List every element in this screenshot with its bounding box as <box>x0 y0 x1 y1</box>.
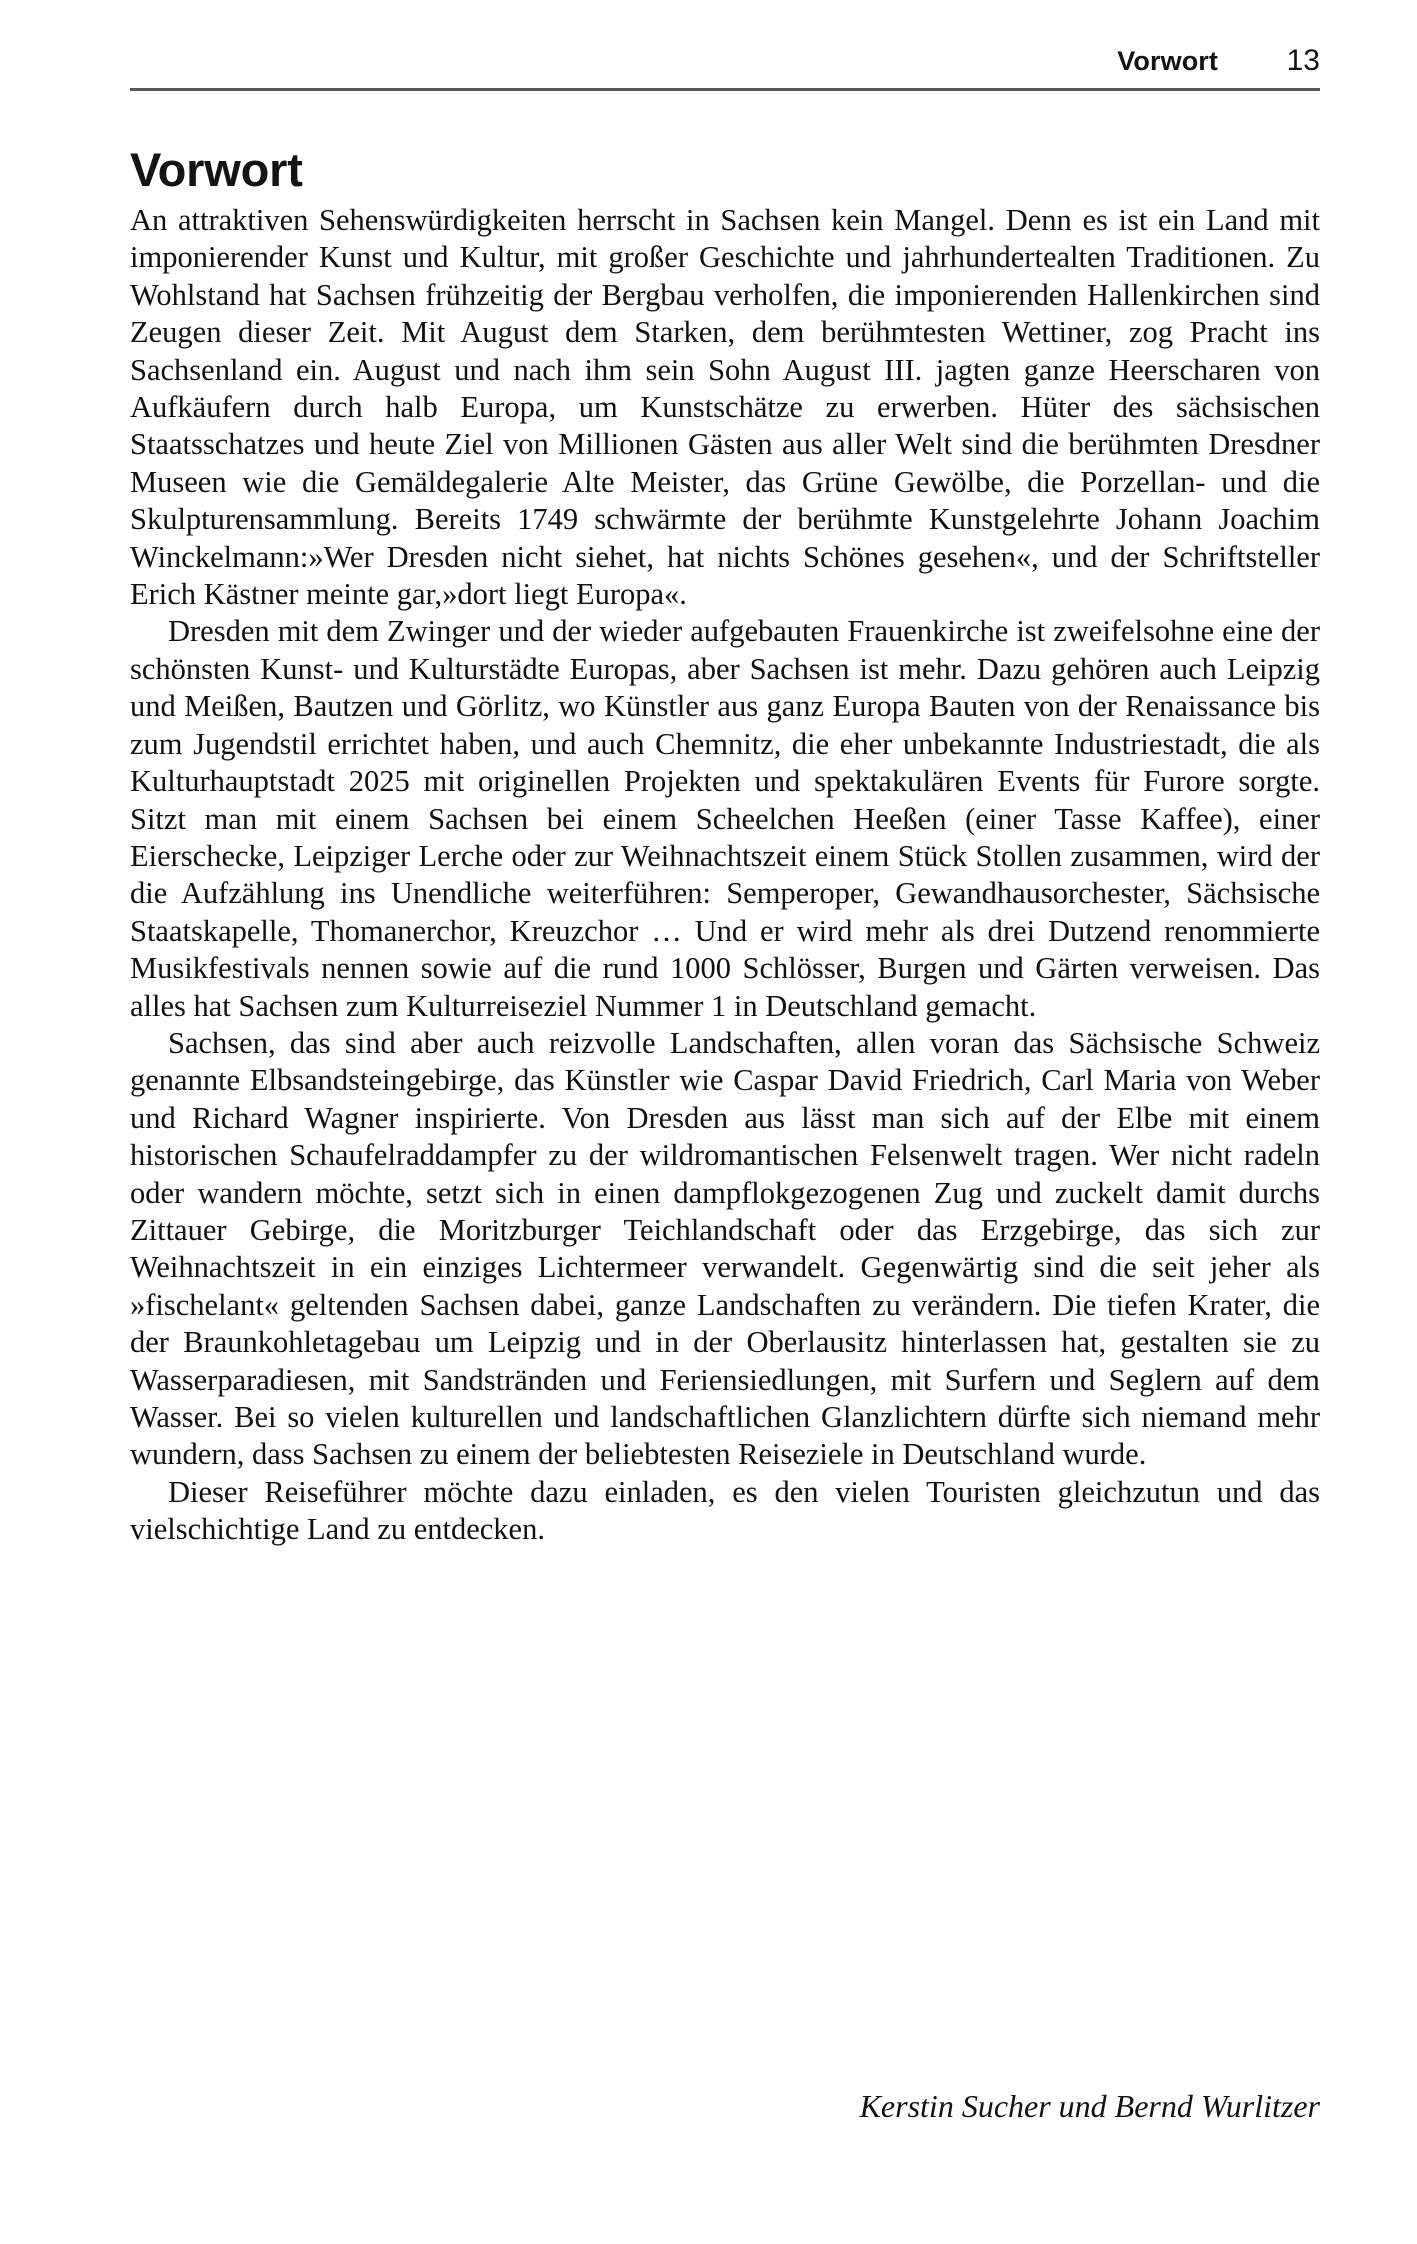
page-title: Vorwort <box>130 143 303 197</box>
running-header <box>130 44 1320 88</box>
running-header-page-number: 13 <box>1286 44 1320 77</box>
paragraph-3: Sachsen, das sind aber auch reizvolle Landschaften, allen voran das Sächsische Schweiz genannte Elbsandsteingebirge, das Künstler wie Caspar David Friedrich, Carl Maria von Weber und Richard Wagner inspirierte. Von Dresden aus lässt man sich auf der Elbe mit einem historischen Schaufelraddampfer zu der wildromantischen Felsenwelt tragen. Wer nicht radeln oder wandern möchte, setzt sich in einen dampflokgezogenen Zug und zuckelt damit durchs Zittauer Gebirge, die Moritzburger Teichlandschaft oder das Erzgebirge, das sich zur Weihnachtszeit in ein einziges Lichtermeer verwandelt. Gegenwärtig sind die seit jeher als »fischelant« geltenden Sachsen dabei, ganze Landschaften zu verändern. Die tiefen Krater, die der Braunkohletagebau um Leipzig und in der Oberlausitz hinterlassen hat, gestalten sie zu Wasserparadiesen, mit Sandstränden und Feriensiedlungen, mit Surfern und Seglern auf dem Wasser. Bei so vielen kulturellen und landschaftlichen Glanzlichtern dürfte sich niemand mehr wundern, dass Sachsen zu einem der beliebtesten Reiseziele in Deutschland wurde. <box>130 1025 1320 1472</box>
author-signature: Kerstin Sucher und Bernd Wurlitzer <box>859 2088 1320 2124</box>
header-divider-rule <box>130 88 1320 91</box>
running-header-title: Vorwort <box>1117 46 1218 76</box>
paragraph-4: Dieser Reiseführer möchte dazu einladen, es den vielen Touristen gleichzutun und das vielschichtige Land zu entdecken. <box>130 1474 1320 1547</box>
paragraph-2: Dresden mit dem Zwinger und der wieder aufgebauten Frauenkirche ist zweifelsohne eine der schönsten Kunst- und Kulturstädte Europas, aber Sachsen ist mehr. Dazu gehören auch Leipzig und Meißen, Bautzen und Görlitz, wo Künstler aus ganz Europa Bauten von der Renaissance bis zum Jugendstil errichtet haben, und auch Chemnitz, die eher unbekannte Industriestadt, die als Kulturhauptstadt 2025 mit originellen Projekten und spektakulären Events für Furore sorgte. Sitzt man mit einem Sachsen bei einem Scheelchen Heeßen (einer Tasse Kaffee), einer Eierschecke, Leipziger Lerche oder zur Weihnachtszeit einem Stück Stollen zusammen, wird der die Aufzählung ins Unendliche weiterführen: Semperoper, Gewandhausorchester, Sächsische Staatskapelle, Thomanerchor, Kreuzchor … Und er wird mehr als drei Dutzend renommierte Musikfestivals nennen sowie auf die rund 1000 Schlösser, Burgen und Gärten verweisen. Das alles hat Sachsen zum Kulturreiseziel Nummer 1 in Deutschland gemacht. <box>130 614 1320 1023</box>
paragraph-1: An attraktiven Sehenswürdigkeiten herrscht in Sachsen kein Mangel. Denn es ist ein Land mit imponierender Kunst und Kultur, mit großer Geschichte und jahrhundertealten Traditionen. Zu Wohlstand hat Sachsen frühzeitig der Bergbau verholfen, die imponierenden Hallenkirchen sind Zeugen dieser Zeit. Mit August dem Starken, dem berühmtesten Wettiner, zog Pracht ins Sachsenland ein. August und nach ihm sein Sohn August III. jagten ganze Heerscharen von Aufkäufern durch halb Europa, um Kunstschätze zu erwerben. Hüter des sächsischen Staatsschatzes und heute Ziel von Millionen Gästen aus aller Welt sind die berühmten Dresdner Museen wie die Gemäldegalerie Alte Meister, das Grüne Gewölbe, die Porzellan- und die Skulpturensammlung. Bereits 1749 schwärmte der berühmte Kunstgelehrte Johann Joachim Winckelmann:»Wer Dresden nicht siehet, hat nichts Schönes gesehen«, und der Schriftsteller Erich Kästner meinte gar,»dort liegt Europa«. <box>130 203 1320 612</box>
body-text <box>130 202 1320 1549</box>
